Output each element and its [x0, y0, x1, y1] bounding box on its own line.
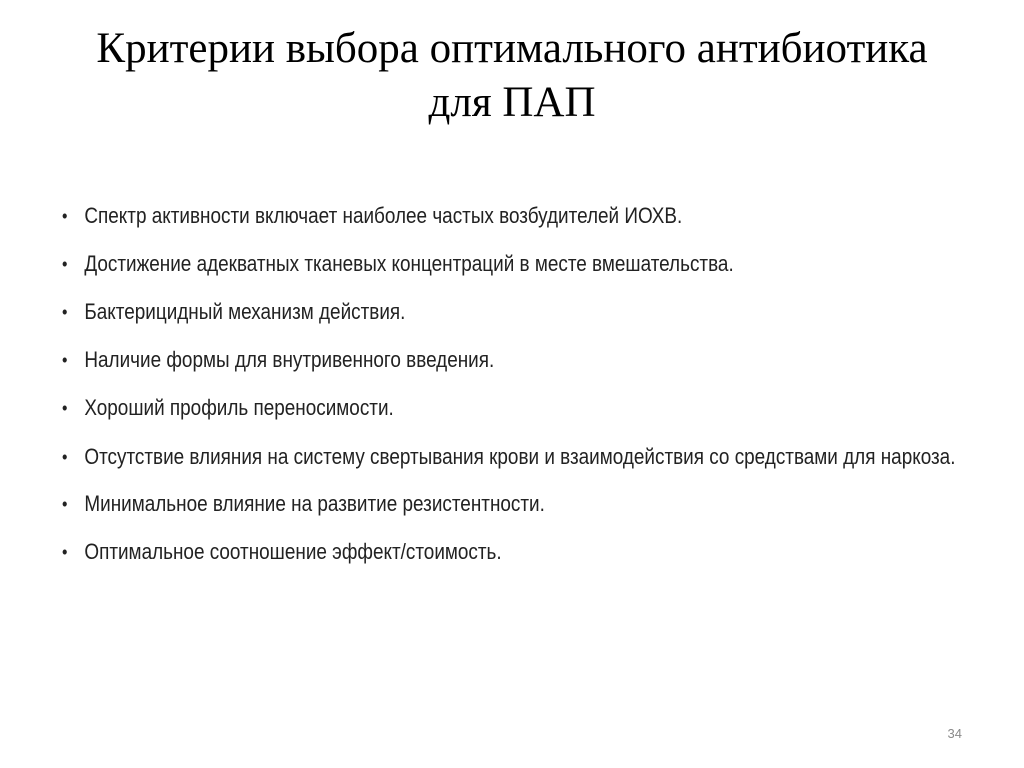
bullet-icon: • — [62, 254, 68, 274]
bullet-item — [62, 486, 979, 522]
bullet-item — [62, 294, 979, 330]
bullet-item — [62, 438, 979, 476]
bullet-item — [62, 198, 979, 234]
bullet-icon: • — [62, 398, 68, 418]
bullet-icon: • — [62, 302, 68, 322]
bullet-icon: • — [62, 206, 68, 226]
bullet-text: Минимальное влияние на развитие резистентности. — [84, 491, 545, 516]
bullet-text: Бактерицидный механизм действия. — [84, 299, 406, 324]
bullet-text: Хороший профиль переносимости. — [84, 395, 394, 420]
bullet-item — [62, 342, 979, 378]
bullet-icon: • — [62, 447, 68, 467]
bullet-list — [62, 198, 962, 582]
bullet-item — [62, 390, 979, 426]
bullet-item — [62, 534, 979, 570]
slide-title: Критерии выбора оптимального антибиотика для ПАП — [96, 25, 928, 126]
bullet-icon: • — [62, 350, 68, 370]
bullet-text: Спектр активности включает наиболее частых возбудителей ИОХВ. — [84, 203, 683, 228]
bullet-item — [62, 246, 979, 282]
bullet-icon: • — [62, 494, 68, 514]
bullet-text: Оптимальное соотношение эффект/стоимость. — [84, 539, 502, 564]
bullet-text: Достижение адекватных тканевых концентраций в месте вмешательства. — [84, 251, 734, 276]
bullet-icon: • — [62, 542, 68, 562]
bullet-text: Отсутствие влияния на систему свертывания крови и взаимодействия со средствами для наркоза. — [84, 444, 956, 469]
page-number: 34 — [947, 726, 962, 741]
bullet-text: Наличие формы для внутривенного введения. — [84, 347, 495, 372]
